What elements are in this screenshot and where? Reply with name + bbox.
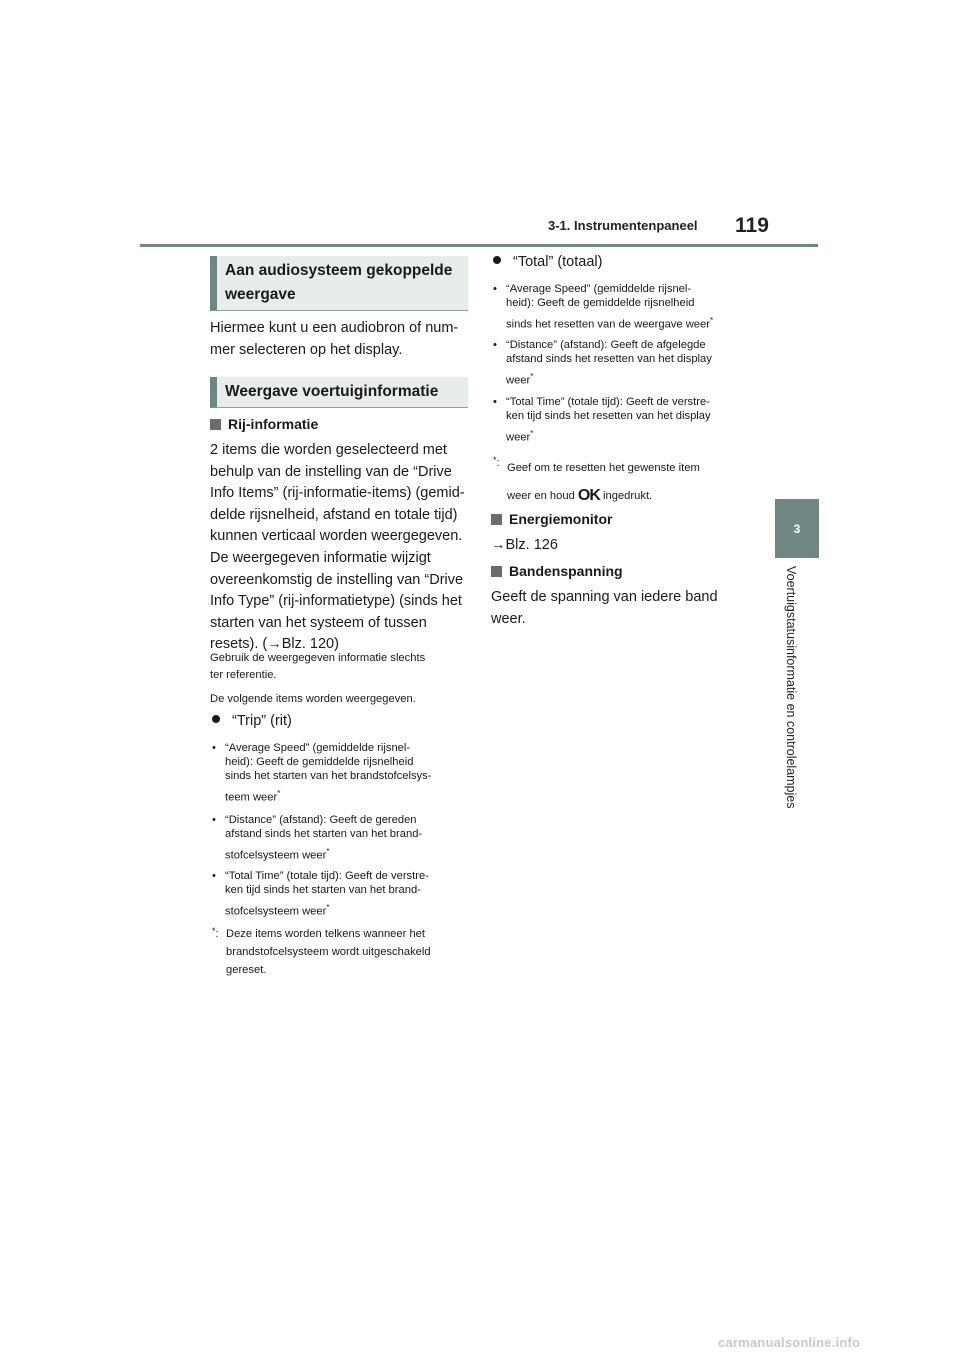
text-span: stofcelsysteem weer — [225, 905, 327, 918]
asterisk-mark: * — [493, 455, 497, 465]
text-line: afstand sinds het starten van het brand- — [225, 828, 423, 840]
text-line: Gebruik de weergegeven informatie slechts — [210, 652, 426, 664]
energy-reference: →Blz. 126 — [491, 537, 558, 553]
text-span: weer en houd — [507, 490, 575, 502]
text-line: delde rijsnelheid, afstand en totale tijd) — [210, 506, 458, 523]
chapter-title: Voertuigstatusinformatie en controlelampjes — [784, 566, 798, 809]
asterisk — [493, 447, 500, 477]
square-bullet-icon — [491, 514, 502, 525]
text-line: behulp van de instelling van de “Drive — [210, 463, 452, 480]
text-line: Info Type” (rij-informatietype) (sinds het — [210, 593, 462, 610]
text-line — [225, 845, 470, 863]
text-line — [506, 314, 764, 332]
chapter-tab: 3 — [775, 499, 819, 558]
asterisk: * — [709, 316, 714, 325]
bullet-label: “Trip” (rit) — [232, 713, 292, 729]
subheading-label: Energiemonitor — [509, 511, 613, 527]
asterisk: * — [530, 429, 534, 438]
small-note-reference — [210, 650, 472, 684]
text-line: resets). (→Blz. 120) — [210, 636, 339, 653]
total-item-average-speed — [493, 282, 764, 332]
text-line: weer. — [491, 610, 526, 627]
text-line: ter referentie. — [210, 669, 277, 681]
text-line: sinds het starten van het brandstofcelsys- — [225, 770, 432, 782]
page-number: 119 — [735, 214, 769, 237]
text-line: • “Average Speed” (gemiddelde rijsnel- — [225, 742, 411, 754]
asterisk — [212, 922, 219, 943]
header-rule — [140, 244, 818, 247]
text-line: De weergegeven informatie wijzigt — [210, 549, 431, 566]
total-item-distance — [493, 338, 764, 388]
text-line: • “Distance” (afstand): Geeft de gereden — [225, 814, 417, 826]
footnote-trip — [212, 925, 471, 979]
text-line: heid): Geeft de gemiddelde rijsnelheid — [225, 756, 414, 768]
asterisk: * — [530, 372, 534, 381]
trip-item-total-time — [212, 869, 470, 919]
text-span: sinds het resetten van de weergave weer — [506, 318, 710, 331]
text-line — [507, 482, 769, 510]
text-span: weer — [506, 374, 531, 387]
paragraph-drive-info — [210, 440, 472, 656]
text-line: Hiermee kunt u een audiobron of num- — [210, 320, 459, 336]
asterisk: * — [277, 789, 281, 798]
trip-item-average-speed — [212, 741, 470, 805]
text-span: ingedrukt. — [603, 490, 653, 502]
subheading-tire-pressure — [491, 563, 623, 579]
text-span: weer — [506, 431, 531, 444]
text-line — [506, 370, 764, 388]
square-bullet-icon — [491, 566, 502, 577]
ok-button-icon: OK — [577, 487, 600, 504]
text-line: ken tijd sinds het starten van het brand- — [225, 884, 421, 896]
text-line: afstand sinds het resetten van het display — [506, 353, 712, 365]
text-line: • “Total Time” (totale tijd): Geeft de verstre- — [506, 396, 710, 408]
bullet-trip — [212, 713, 292, 729]
text-line: brandstofcelsysteem wordt uitgeschakeld — [226, 946, 431, 958]
subheading-label: Bandenspanning — [509, 563, 623, 579]
subheading-drive-info — [210, 416, 318, 432]
dot-bullet-icon — [212, 715, 220, 723]
text-line: Deze items worden telkens wanneer het — [226, 928, 425, 940]
asterisk-mark: * — [212, 926, 216, 936]
text-line: • “Distance” (afstand): Geeft de afgelegde — [506, 339, 706, 351]
trip-item-distance — [212, 813, 470, 863]
footnote-total — [493, 455, 769, 510]
total-item-total-time — [493, 395, 764, 445]
heading-audio-display: Aan audiosysteem gekoppelde weergave — [210, 256, 468, 311]
text-line: • “Average Speed” (gemiddelde rijsnel- — [506, 283, 692, 295]
text-line: starten van het systeem of tussen — [210, 614, 427, 631]
text-line: Info Items” (rij-informatie-items) (gemid- — [210, 485, 465, 502]
heading-vehicle-info: Weergave voertuiginformatie — [210, 377, 468, 408]
text-line: kunnen verticaal worden weergegeven. — [210, 528, 463, 545]
text-line: Geef om te resetten het gewenste item — [507, 462, 700, 474]
asterisk: * — [326, 847, 330, 856]
text-line: heid): Geeft de gemiddelde rijsnelheid — [506, 297, 695, 309]
text-line: gereset. — [226, 964, 267, 976]
text-line — [225, 901, 470, 919]
paragraph-tire-pressure — [491, 587, 761, 630]
text-span: stofcelsysteem weer — [225, 849, 327, 862]
small-note-items: De volgende items worden weergegeven. — [210, 693, 416, 705]
watermark: carmanualsonline.info — [718, 1335, 861, 1350]
text-line: overeenkomstig de instelling van “Drive — [210, 571, 464, 588]
colon-mark: : — [215, 928, 219, 940]
text-line: • “Total Time” (totale tijd): Geeft de verstre- — [225, 870, 429, 882]
square-bullet-icon — [210, 419, 221, 430]
text-line: Geeft de spanning van iedere band — [491, 589, 718, 605]
text-line — [225, 787, 470, 805]
dot-bullet-icon — [493, 256, 501, 264]
text-line: mer selecteren op het display. — [210, 341, 403, 358]
text-line: ken tijd sinds het resetten van het display — [506, 410, 711, 422]
header-section: 3-1. Instrumentenpaneel — [548, 218, 698, 233]
asterisk: * — [326, 903, 330, 912]
colon-mark: : — [496, 457, 500, 469]
paragraph-audio — [210, 318, 472, 361]
bullet-total — [493, 254, 602, 270]
text-line — [506, 427, 764, 445]
text-line: 2 items die worden geselecteerd met — [210, 442, 447, 458]
subheading-energy-monitor — [491, 511, 612, 527]
subheading-label: Rij-informatie — [228, 416, 319, 432]
bullet-label: “Total” (totaal) — [513, 254, 603, 270]
text-span: teem weer — [225, 791, 278, 804]
